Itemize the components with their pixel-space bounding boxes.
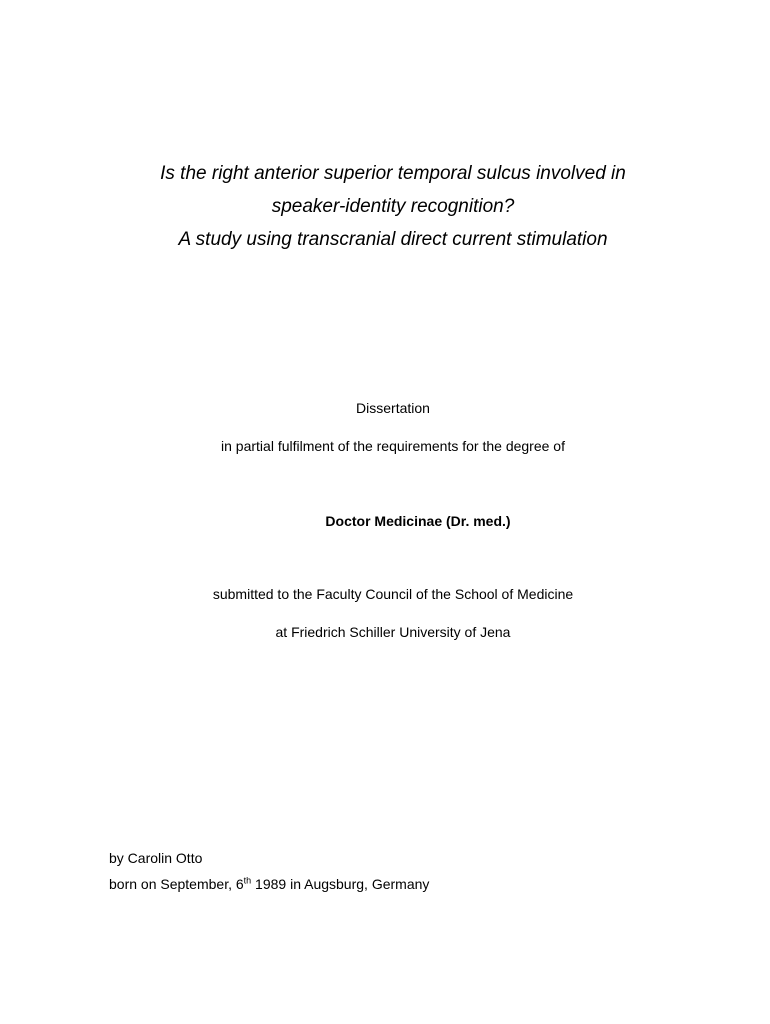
submission-line-1: submitted to the Faculty Council of the School of Medicine [212,586,574,602]
submission-line-2: at Friedrich Schiller University of Jena [275,624,511,640]
dissertation-title [0,157,770,256]
document-type: Dissertation [356,400,430,416]
author-birth [109,871,429,897]
title-line-2: speaker-identity recognition? [271,196,515,217]
birth-suffix: 1989 in Augsburg, Germany [251,876,430,892]
degree-name: Doctor Medicinae (Dr. med.) [325,513,511,529]
author-block [109,845,429,897]
title-line-1: Is the right anterior superior temporal sulcus involved in [160,163,626,184]
author-name: by Carolin Otto [109,850,203,866]
birth-ordinal: th [243,875,252,886]
title-line-3: A study using transcranial direct current stimulation [178,229,608,250]
requirement-text: in partial fulfilment of the requirements for the degree of [221,438,565,454]
birth-prefix: born on September, 6 [109,876,244,892]
